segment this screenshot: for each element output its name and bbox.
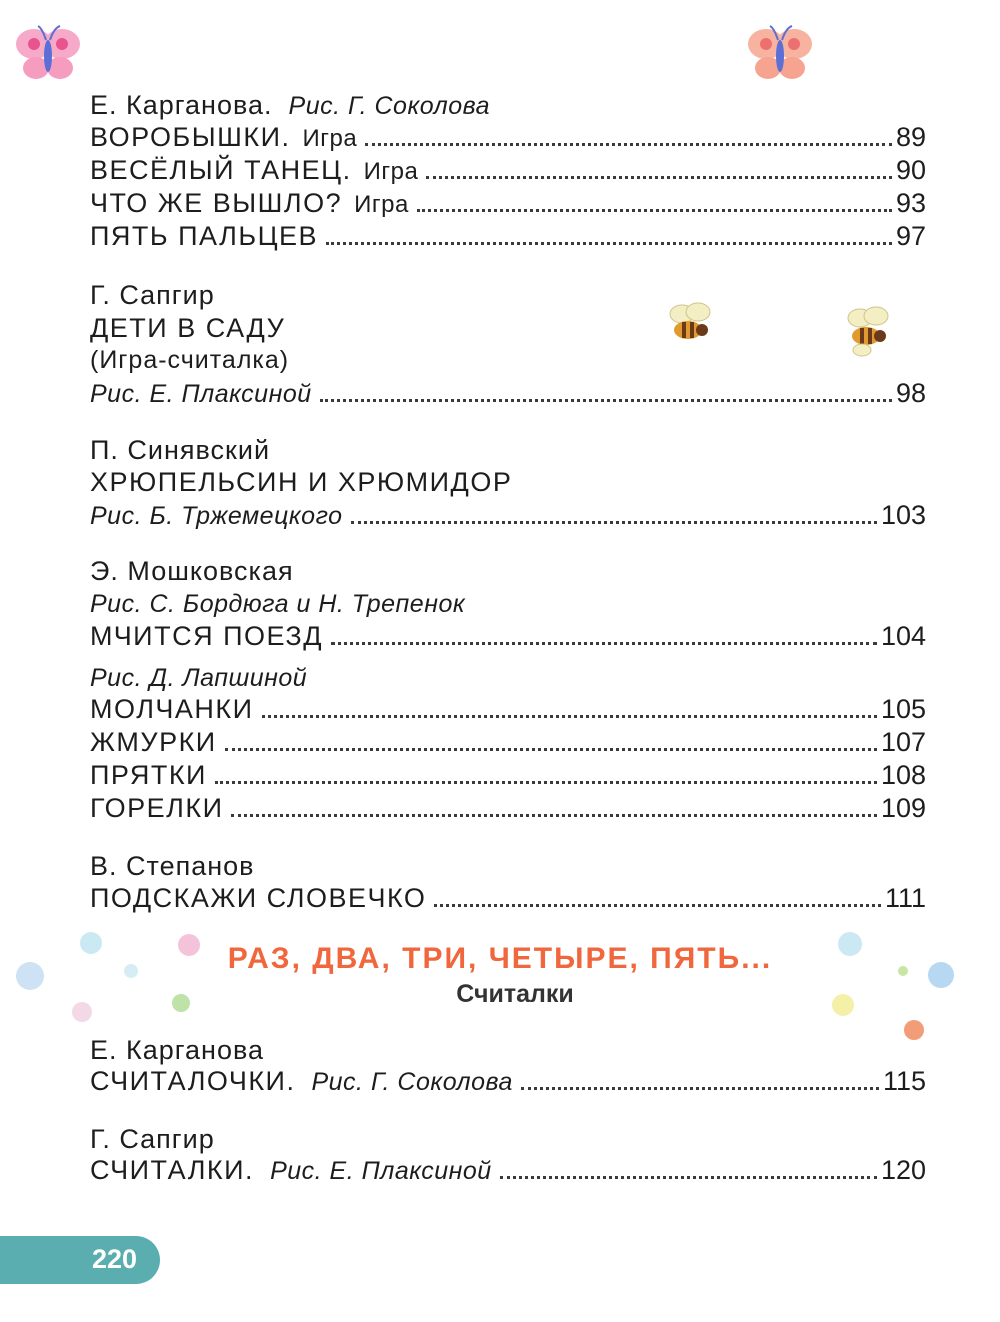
page-ref: 89 xyxy=(895,122,926,152)
toc-entry[interactable] xyxy=(90,378,926,412)
dot-leader xyxy=(417,208,892,212)
toc-entry[interactable] xyxy=(90,122,926,156)
entry-subtitle: (Игра-считалка) xyxy=(90,346,290,374)
toc-illustrator xyxy=(90,664,926,698)
author-name: Е. Карганова. xyxy=(90,90,273,120)
author-name: Е. Карганова xyxy=(90,1035,265,1065)
toc-entry[interactable] xyxy=(90,1066,926,1100)
entry-note: Игра xyxy=(363,158,419,185)
toc-entry[interactable] xyxy=(90,1155,926,1189)
entry-title: ЖМУРКИ xyxy=(90,727,217,757)
page-ref: 98 xyxy=(895,378,926,408)
toc-entry[interactable] xyxy=(90,793,926,827)
toc-entry[interactable] xyxy=(90,621,926,655)
toc-entry[interactable] xyxy=(90,188,926,222)
toc-illustrator xyxy=(90,590,926,624)
toc-author xyxy=(90,1124,926,1158)
entry-title: ДЕТИ В САДУ xyxy=(90,313,286,343)
author-name: П. Синявский xyxy=(90,435,271,465)
entry-title: ПОДСКАЖИ СЛОВЕЧКО xyxy=(90,883,427,913)
illustrator: Рис. Г. Соколова xyxy=(288,92,491,120)
page-ref: 105 xyxy=(880,694,926,724)
illustrator: Рис. Е. Плаксиной xyxy=(270,1157,492,1185)
dot-leader xyxy=(521,1086,879,1090)
dot-leader xyxy=(500,1175,877,1179)
entry-title: ВОРОБЫШКИ. xyxy=(90,122,291,152)
illustrator: Рис. Б. Тржемецкого xyxy=(90,502,343,530)
page-ref: 90 xyxy=(895,155,926,185)
page-number: 220 xyxy=(92,1244,138,1274)
page-ref: 115 xyxy=(882,1066,926,1096)
butterfly-icon xyxy=(744,22,818,86)
entry-note: Игра xyxy=(354,191,409,218)
entry-title: ЧТО ЖЕ ВЫШЛО? xyxy=(90,188,343,218)
entry-title: СЧИТАЛОЧКИ. xyxy=(90,1066,296,1096)
entry-note: Игра xyxy=(302,125,358,152)
entry-title: СЧИТАЛКИ. xyxy=(90,1155,255,1185)
toc-entry[interactable] xyxy=(90,727,926,761)
author-name: Э. Мошковская xyxy=(90,556,294,586)
dot-leader xyxy=(326,241,892,245)
dot-leader xyxy=(215,780,877,784)
entry-title: ВЕСЁЛЫЙ ТАНЕЦ. xyxy=(90,155,352,185)
entry-title: ХРЮПЕЛЬСИН И ХРЮМИДОР xyxy=(90,467,513,497)
toc-author xyxy=(90,851,926,885)
entry-title: ПЯТЬ ПАЛЬЦЕВ xyxy=(90,221,319,251)
butterfly-icon xyxy=(12,22,86,86)
page-ref: 93 xyxy=(895,188,926,218)
dot-leader xyxy=(365,142,892,146)
dot-leader xyxy=(434,903,881,907)
toc-author xyxy=(90,1035,926,1069)
page-ref: 120 xyxy=(880,1155,926,1185)
entry-title: МОЛЧАНКИ xyxy=(90,694,254,724)
illustrator: Рис. Е. Плаксиной xyxy=(90,380,312,408)
author-name: Г. Сапгир xyxy=(90,280,215,310)
author-name: В. Степанов xyxy=(90,851,255,881)
dot-leader xyxy=(331,641,877,645)
toc-entry[interactable] xyxy=(90,155,926,189)
dot-leader xyxy=(351,520,877,524)
toc-entry[interactable] xyxy=(90,883,926,917)
dot-leader xyxy=(231,813,876,817)
dot-leader xyxy=(262,714,877,718)
toc-entry[interactable] xyxy=(90,221,926,255)
page-ref: 111 xyxy=(884,883,926,913)
author-name: Г. Сапгир xyxy=(90,1124,215,1154)
toc-author xyxy=(90,90,926,124)
page-ref: 104 xyxy=(880,621,926,651)
dot-leader xyxy=(426,175,892,179)
toc-author xyxy=(90,280,926,314)
illustrator: Рис. Г. Соколова xyxy=(311,1068,513,1096)
toc-entry-title[interactable] xyxy=(90,467,926,501)
dot-leader xyxy=(320,398,892,402)
page-ref: 109 xyxy=(880,793,926,823)
toc-author xyxy=(90,556,926,590)
page-ref: 103 xyxy=(880,500,926,530)
section-subtitle: Считалки xyxy=(456,980,574,1008)
entry-title: ПРЯТКИ xyxy=(90,760,207,790)
toc-entry[interactable] xyxy=(90,500,926,534)
illustrator: Рис. Д. Лапшиной xyxy=(90,664,308,692)
page-ref: 108 xyxy=(880,760,926,790)
page-ref: 97 xyxy=(895,221,926,251)
entry-title: МЧИТСЯ ПОЕЗД xyxy=(90,621,323,651)
illustrator: Рис. С. Бордюга и Н. Трепенок xyxy=(90,590,466,618)
entry-title: ГОРЕЛКИ xyxy=(90,793,224,823)
toc-entry[interactable] xyxy=(90,694,926,728)
page-ref: 107 xyxy=(880,727,926,757)
toc-subtitle xyxy=(90,346,926,380)
toc-author xyxy=(90,435,926,469)
section-title: РАЗ, ДВА, ТРИ, ЧЕТЫРЕ, ПЯТЬ... xyxy=(227,942,773,975)
toc-entry-title[interactable] xyxy=(90,313,926,347)
toc-entry[interactable] xyxy=(90,760,926,794)
dot-leader xyxy=(225,747,877,751)
